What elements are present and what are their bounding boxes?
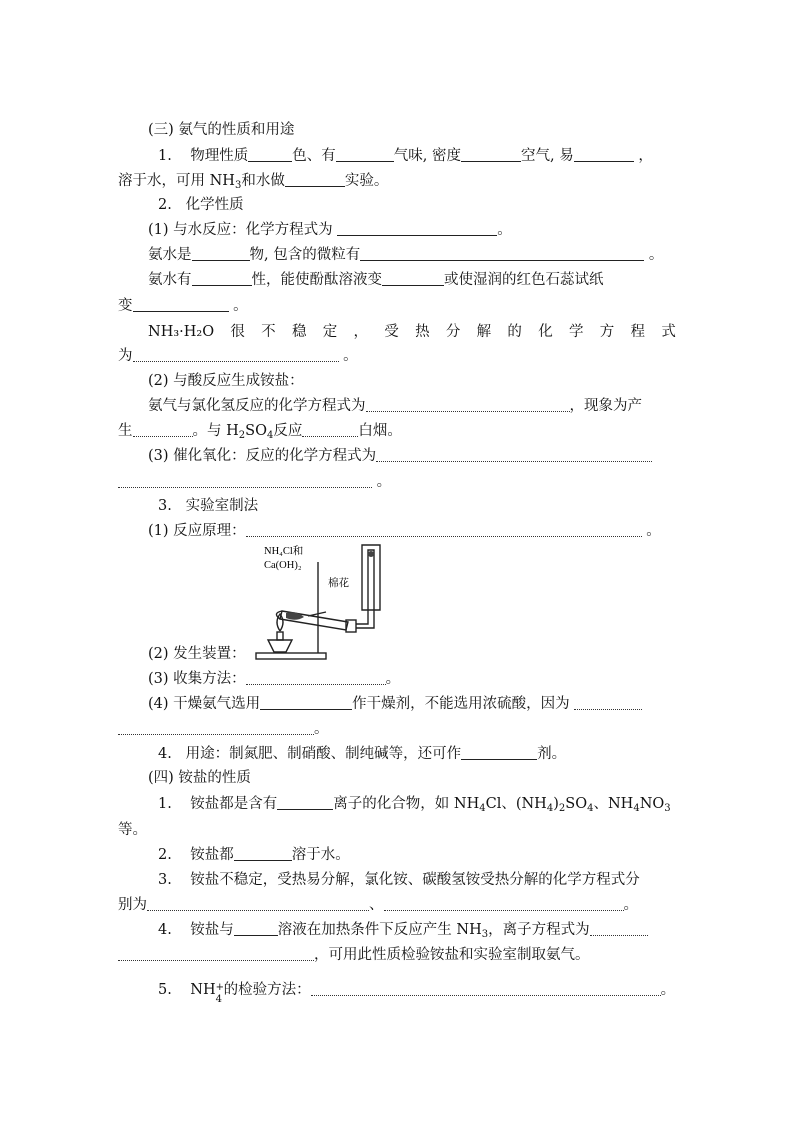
reagent-powder xyxy=(286,612,304,620)
apparatus-stand-base xyxy=(256,653,326,659)
spaced-word: 式 xyxy=(661,324,676,340)
item-2-2-acid-reaction: (2) 与酸反应生成铵盐： xyxy=(148,373,304,389)
item-3-lab-preparation: 3. 实验室制法 xyxy=(158,498,259,514)
cotton-plug xyxy=(368,551,374,557)
item-2-1-water-reaction: (1) 与水反应：化学方程式为 。 xyxy=(148,222,512,238)
blank-ammonia-water-property[interactable] xyxy=(192,271,252,286)
acid-reaction-line-2: 生 。与 $H_2SO_4$反应 白烟。 xyxy=(118,423,402,441)
ammonium-item-3: 3. 铵盐不稳定，受热易分解，氯化铵、碳酸氢铵受热分解的化学方程式分 xyxy=(158,872,640,888)
blank-litmus-color[interactable] xyxy=(133,297,229,312)
section-3-title: (三) 氨气的性质和用途 xyxy=(148,122,295,138)
item-2-chemical-properties: 2. 化学性质 xyxy=(158,197,244,213)
spaced-word: 不 xyxy=(261,324,276,340)
blank-drying-agent[interactable] xyxy=(260,695,352,710)
spaced-word: 方 xyxy=(599,324,615,340)
blank-oxidation-equation-2[interactable] xyxy=(118,473,372,488)
blank-ion[interactable] xyxy=(277,795,333,810)
ammonia-generation-apparatus xyxy=(252,540,402,664)
ammonium-item-1: 1. 铵盐都是含有 离子的化合物，如 $NH_4Cl$、$(NH_4)_2SO_4$、$NH_4NO_3$ xyxy=(158,796,671,814)
spaced-word: 很 xyxy=(230,324,245,340)
alcohol-lamp-neck xyxy=(277,632,283,640)
spaced-word: 学 xyxy=(568,324,584,340)
blank-ionic-equation-1[interactable] xyxy=(590,921,648,936)
spaced-word: ， xyxy=(353,324,369,340)
nh3h2o-decomposition-line xyxy=(148,322,676,342)
ammonium-item-4-line-2: ，可用此性质检验铵盐和实验室制取氨气。 xyxy=(118,945,590,965)
blank-phenomenon[interactable] xyxy=(133,422,193,437)
spaced-word: 热 xyxy=(415,324,430,340)
item-4-uses: 4. 用途：制氮肥、制硝酸、制纯碱等，还可作 剂。 xyxy=(158,746,567,762)
ammonia-water-line-3: 变 。 xyxy=(118,298,248,314)
blank-density[interactable] xyxy=(461,147,521,162)
blank-principle[interactable] xyxy=(246,522,642,537)
catalytic-oxidation-line-2: 。 xyxy=(118,472,391,492)
blank-alkali[interactable] xyxy=(234,921,278,936)
item-3-3-collection: (3) 收集方法： 。 xyxy=(148,671,401,687)
blank-oxidation-equation-1[interactable] xyxy=(376,447,652,462)
cotton-label: 棉花 xyxy=(328,578,349,589)
blank-odor[interactable] xyxy=(336,147,394,162)
item-1-physical-properties: 1. 物理性质 色、有 气味, 密度 空气, 易 ， xyxy=(158,148,653,164)
section-4-title: (四) 铵盐的性质 xyxy=(148,770,251,786)
item-3-2-apparatus: (2) 发生装置： xyxy=(148,646,246,662)
blank-collection-method[interactable] xyxy=(246,670,386,685)
alcohol-lamp-body xyxy=(268,640,292,652)
acid-reaction-line-1: 氨气与氯化氢反应的化学方程式为 ，现象为产 xyxy=(148,398,642,414)
blank-nh4cl-equation[interactable] xyxy=(147,896,369,911)
ammonia-water-line-2: 氨水有 性，能使酚酞溶液变 或使湿润的红色石蕊试纸 xyxy=(148,272,604,288)
blank-particles[interactable] xyxy=(360,246,644,261)
blank-ammonia-water-type[interactable] xyxy=(192,246,250,261)
spaced-word: 受 xyxy=(384,324,399,340)
spaced-word: 分 xyxy=(445,324,461,340)
blank-h2so4-reaction[interactable] xyxy=(302,422,358,437)
ammonium-item-2: 2. 铵盐都 溶于水。 xyxy=(158,847,350,863)
blank-use[interactable] xyxy=(461,745,537,760)
spaced-word: 的 xyxy=(507,324,522,340)
blank-nh4hco3-equation[interactable] xyxy=(384,896,624,911)
blank-phenolphthalein-color[interactable] xyxy=(382,271,444,286)
blank-test-method[interactable] xyxy=(311,981,661,996)
blank-color[interactable] xyxy=(248,147,292,162)
ammonium-item-1-line-2: 等。 xyxy=(118,822,147,838)
blank-reason-2[interactable] xyxy=(118,720,314,735)
ammonium-item-5: 5. NH + 4 的检验方法： 。 xyxy=(158,982,676,1005)
spaced-word: 化 xyxy=(538,324,553,340)
blank-nh3h2o-equation[interactable] xyxy=(133,347,339,362)
reagent-label-2: Ca(OH)₂ xyxy=(264,560,302,571)
spaced-word: 稳 xyxy=(291,324,307,340)
ammonium-item-3-line-2: 别为 、 。 xyxy=(118,897,638,913)
delivery-tube xyxy=(356,550,374,628)
item-3-1-principle: (1) 反应原理： 。 xyxy=(148,523,661,539)
blank-experiment[interactable] xyxy=(285,172,345,187)
item-3-4-drying: (4) 干燥氨气选用 作干燥剂，不能选用浓硫酸，因为 xyxy=(148,694,642,714)
blank-ionic-equation-2[interactable] xyxy=(118,946,314,961)
nh3h2o-decomposition-answer: 为 。 xyxy=(118,348,358,364)
spaced-word: 定 xyxy=(322,324,338,340)
spaced-word: NH₃·H₂O xyxy=(148,324,215,340)
ammonium-item-4: 4. 铵盐与 溶液在加热条件下反应产生 $NH_3$，离子方程式为 xyxy=(158,920,648,940)
blank-solubility[interactable] xyxy=(574,147,634,162)
blank-reason-1[interactable] xyxy=(574,695,642,710)
blank-solubility-ammonium[interactable] xyxy=(234,846,292,861)
reagent-label-1: NH₄Cl和 xyxy=(264,546,304,557)
item-2-3-catalytic-oxidation: (3) 催化氧化：反应的化学方程式为 xyxy=(148,446,652,466)
spaced-word: 程 xyxy=(630,324,646,340)
spaced-word: 解 xyxy=(476,324,492,340)
clamp-arm xyxy=(308,612,326,616)
drying-line-2: 。 xyxy=(118,719,329,739)
ammonia-water-line-1: 氨水是 物, 包含的微粒有 。 xyxy=(148,247,664,263)
blank-water-equation[interactable] xyxy=(337,221,497,236)
item-1-line-2: 溶于水，可用 $NH_3$和水做 实验。 xyxy=(118,173,389,191)
blank-hcl-equation[interactable] xyxy=(366,397,570,412)
